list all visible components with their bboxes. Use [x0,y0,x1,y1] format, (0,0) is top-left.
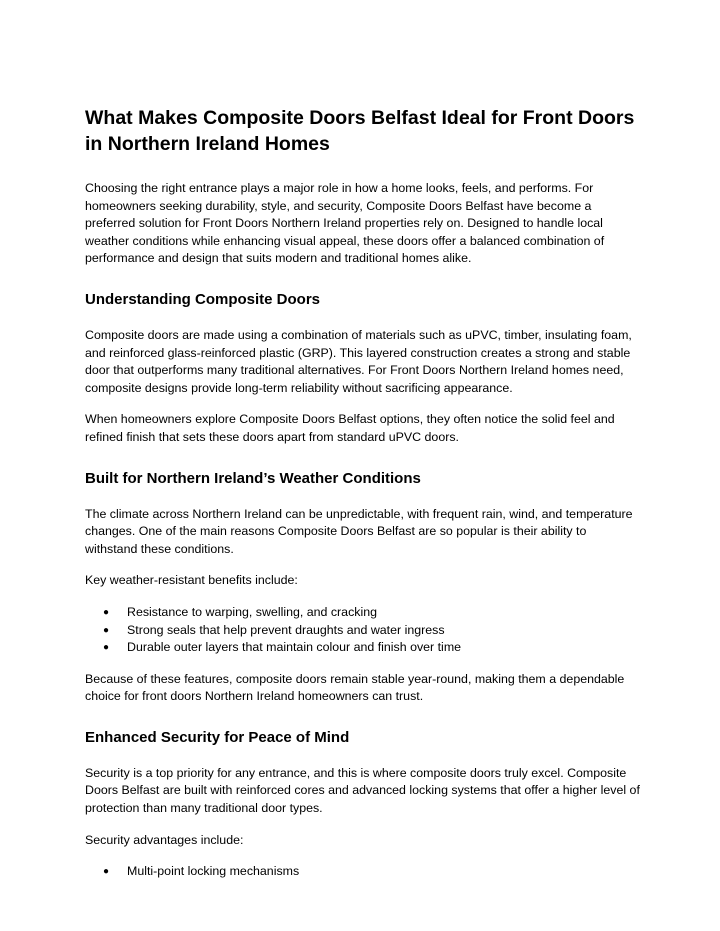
section-security [85,728,640,881]
list-item: ● Strong seals that help prevent draughts and water ingress [85,622,640,640]
body-paragraph: Key weather-resistant benefits include: [85,573,298,588]
intro-paragraph: Choosing the right entrance plays a major role in how a home looks, feels, and performs. For homeowners seeking durability, style, and security, Composite Doors Belfast have become a preferred solution for Front Doors Northern Ireland properties rely on. Designed to handle local weather conditions while enhancing visual appeal, these doors offer a balanced combination of performance and design that suits modern and traditional homes alike. [85,181,605,266]
document-page [85,105,640,895]
body-paragraph: When homeowners explore Composite Doors Belfast options, they often notice the solid feel and refined finish that sets these doors apart from standard uPVC doors. [85,412,615,444]
body-paragraph: The climate across Northern Ireland can be unpredictable, with frequent rain, wind, and temperature changes. One of the main reasons Composite Doors Belfast are so popular is their ability to withstand these conditions. [85,506,633,556]
document-title: What Makes Composite Doors Belfast Ideal for Front Doors in Northern Ireland Homes [85,107,635,155]
body-paragraph: Security advantages include: [85,832,244,847]
section-heading: Built for Northern Ireland’s Weather Conditions [85,469,421,487]
body-paragraph: Security is a top priority for any entrance, and this is where composite doors truly excel. Composite Doors Belfast are built with reinforced cores and advanced locking systems that offer a higher level of protection than many traditional door types. [85,765,640,816]
bullet-list [85,604,640,657]
body-paragraph: Composite doors are made using a combination of materials such as uPVC, timber, insulating foam, and reinforced glass-reinforced plastic (GRP). This layered construction creates a strong and stable door that outperforms many traditional alternatives. For Front Doors Northern Ireland homes need, composite designs provide long-term reliability without sacrificing appearance. [85,327,632,395]
list-item: ● Durable outer layers that maintain colour and finish over time [85,639,640,657]
list-item: ● Multi-point locking mechanisms [85,863,640,881]
bullet-list [85,863,640,881]
section-heading: Understanding Composite Doors [85,290,321,308]
body-paragraph: Because of these features, composite doors remain stable year-round, making them a dependable choice for front doors Northern Ireland homeowners can trust. [85,671,625,704]
list-item: ● Resistance to warping, swelling, and cracking [85,604,640,622]
section-weather [85,469,640,706]
section-heading: Enhanced Security for Peace of Mind [85,728,350,746]
section-understanding [85,290,640,447]
